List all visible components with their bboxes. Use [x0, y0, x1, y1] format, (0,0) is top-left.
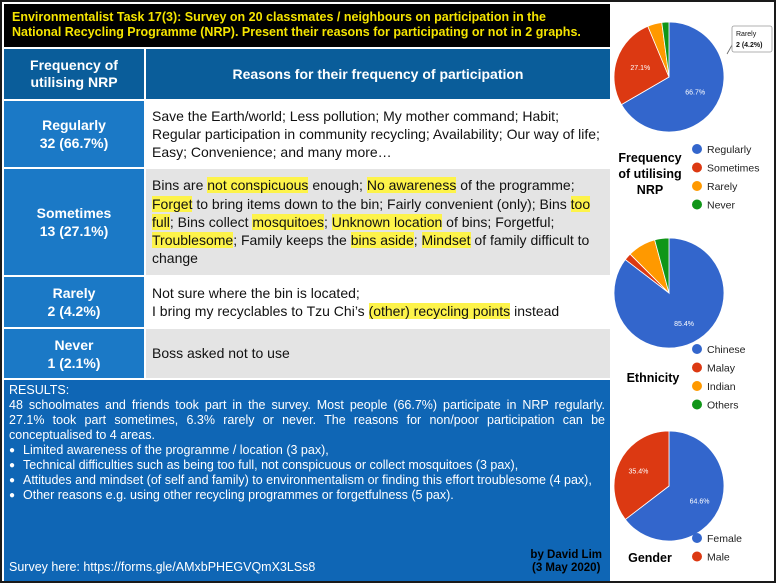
row-label-never: [4, 329, 144, 378]
list-item: ● Other reasons e.g. using other recycling programmes or forgetfulness (5 pax).: [9, 488, 605, 503]
legend-swatch: [692, 344, 702, 354]
list-item: ● Limited awareness of the programme / location (3 pax),: [9, 443, 605, 458]
left-panel: [4, 4, 610, 581]
reasons-never: [146, 329, 610, 378]
legend-swatch: [692, 144, 702, 154]
legend-swatch: [692, 181, 702, 191]
row-label: Sometimes: [36, 205, 112, 221]
legend-swatch: [692, 363, 702, 373]
row-count: 13 (27.1%): [39, 223, 109, 239]
highlight: Mindset: [421, 232, 471, 249]
legend-label: Rarely: [707, 181, 738, 193]
reasons-text: Save the Earth/world; Less pollution; My mother command; Habit; Regular participation in community recycling; Availability; Our way of life; Easy; Convenience; and many more…: [152, 107, 600, 161]
callout-label: Rarely: [736, 31, 757, 38]
table-row-rarely: [4, 277, 610, 327]
legend-swatch: [692, 163, 702, 173]
row-count: 1 (2.1%): [47, 354, 101, 371]
legend-label: Male: [707, 551, 730, 564]
reasons-regularly: [146, 101, 610, 167]
reasons-text: Bins are not conspicuous enough; No awareness of the programme; Forget to bring items down to the bin; Fairly convenient (only); Bins too full; Bins collect mosquitoes; Unknown location of bins; Forgetful; Troublesome; Family keeps the bins aside; Mindset of family difficult to change: [152, 177, 591, 267]
table-row-never: [4, 329, 610, 378]
header-line-1: Environmentalist Task 17(3): Survey on 20 classmates / neighbours on participation in the: [12, 10, 546, 24]
legend-label: Never: [707, 199, 736, 212]
task-header: [4, 4, 610, 47]
col-header-frequency: Frequency of utilising NRP: [4, 49, 144, 99]
reasons-sometimes: [146, 169, 610, 275]
author: by David Lim: [530, 549, 602, 561]
legend-swatch: [692, 533, 702, 543]
row-label: Regularly: [42, 117, 106, 133]
row-count: 2 (4.2%): [47, 303, 101, 319]
chart-title: Frequency: [618, 151, 682, 165]
results-heading: RESULTS:: [9, 383, 70, 397]
legend-label: Regularly: [707, 144, 752, 156]
chart-title: Ethnicity: [626, 371, 680, 385]
legend-label: Indian: [707, 381, 736, 393]
legend-label: Sometimes: [707, 162, 760, 175]
highlight: No awareness: [366, 177, 457, 194]
highlight: Forget: [152, 195, 193, 212]
reasons-rarely: [146, 277, 610, 327]
slice-label: 66.7%: [685, 89, 706, 97]
row-label: Rarely: [52, 285, 96, 301]
legend-label: Female: [707, 533, 743, 545]
row-label-regularly: [4, 101, 144, 167]
list-item: ● Technical difficulties such as being too full, not conspicuous or collect mosquitoes (3 pax),: [9, 458, 605, 473]
legend-swatch: [692, 200, 702, 210]
legend-label: Malay: [707, 362, 736, 375]
chart-title: NRP: [636, 183, 664, 197]
highlight: bins aside: [350, 232, 414, 249]
highlight: (other) recycling points: [368, 303, 511, 319]
row-count: 32 (66.7%): [39, 135, 109, 151]
chart-title: Gender: [628, 551, 672, 565]
table-row-sometimes: [4, 169, 610, 275]
legend-swatch: [692, 552, 702, 562]
highlight: Unknown location: [331, 213, 443, 230]
slice-label: 64.6%: [689, 498, 710, 506]
table-row-regularly: [4, 101, 610, 167]
reasons-text: Boss asked not to use: [152, 345, 290, 362]
slice-label: 85.4%: [674, 321, 695, 329]
legend-label: Chinese: [707, 344, 746, 356]
results-panel: [4, 380, 610, 581]
highlight: Troublesome: [152, 232, 234, 249]
list-item: ● Attitudes and mindset (of self and family) to environmentalism or finding this effort troublesome (4 pax),: [9, 473, 605, 488]
survey-link[interactable]: Survey here: https://forms.gle/AMxbPHEGVQmX3LSs8: [9, 560, 316, 574]
header-line-2: National Recycling Programme (NRP). Present their reasons for participating or not in 2 graphs.: [12, 24, 581, 39]
results-list: [9, 443, 605, 503]
row-label-rarely: [4, 277, 144, 327]
chart-title: of utilising: [618, 167, 682, 181]
charts-panel: [612, 4, 774, 581]
slice-label: 35.4%: [628, 468, 649, 476]
legend-swatch: [692, 400, 702, 410]
highlight: not conspicuous: [207, 177, 309, 194]
pie-charts: [612, 4, 774, 581]
callout-value: 2 (4.2%): [736, 42, 763, 49]
highlight: mosquitoes: [252, 213, 324, 230]
byline: [530, 549, 602, 575]
highlight: too full: [152, 195, 591, 230]
reasons-text: Not sure where the bin is located; I bring my recyclables to Tzu Chi’s (other) recycling points instead: [152, 284, 560, 319]
row-label-sometimes: [4, 169, 144, 275]
row-label: Never: [54, 336, 94, 353]
col-header-reasons: Reasons for their frequency of participation: [146, 49, 610, 99]
slice-label: 27.1%: [630, 64, 651, 72]
date: (3 May 2020): [532, 562, 601, 574]
table-header: [4, 49, 610, 99]
legend-label: Others: [707, 399, 739, 412]
results-paragraph: 48 schoolmates and friends took part in the survey. Most people (66.7%) participate in NRP regularly. 27.1% took part sometimes, 6.3% rarely or never. The reasons for non/poor participation can be conceptualised to 4 areas.: [9, 398, 605, 442]
legend-swatch: [692, 381, 702, 391]
